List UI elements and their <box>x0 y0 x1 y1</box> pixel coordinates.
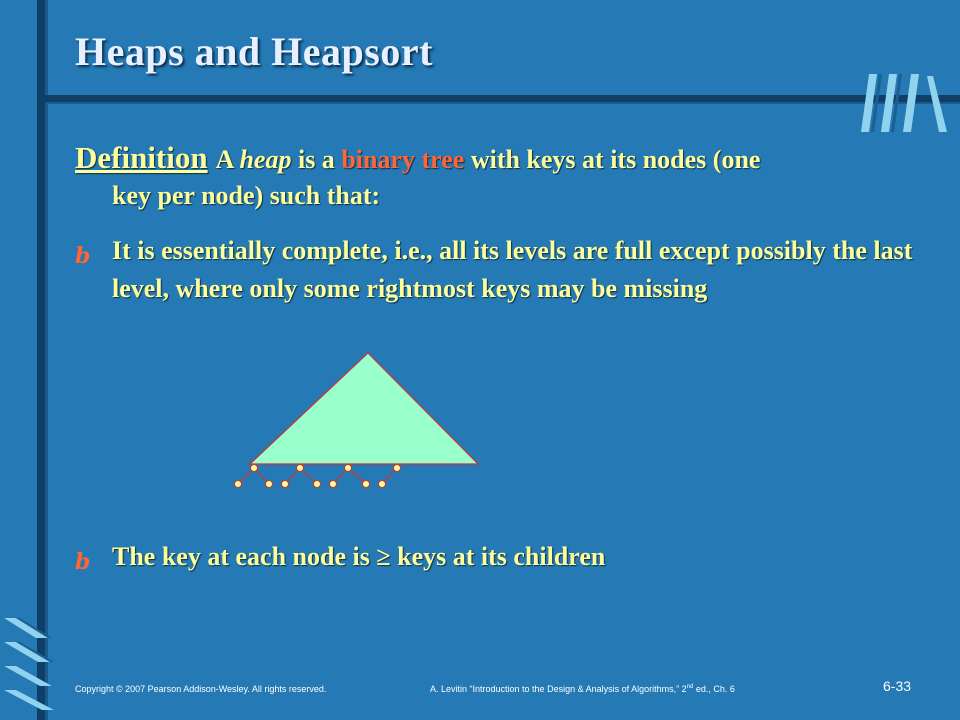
definition-rest: with keys at its nodes (one <box>464 145 761 174</box>
tree-node <box>251 465 258 472</box>
definition-term: Definition <box>75 140 208 175</box>
bullet-heap-property <box>75 538 935 576</box>
tree-node <box>266 481 273 488</box>
left-frame-bar-shadow <box>45 0 48 720</box>
title-underline-bar-shadow <box>45 102 960 104</box>
tree-node <box>330 481 337 488</box>
page-number: 6-33 <box>883 678 912 694</box>
tree-node <box>282 481 289 488</box>
complete-levels-triangle <box>250 353 478 464</box>
tree-node <box>297 465 304 472</box>
book-citation-sup: nd <box>686 684 694 690</box>
heap-shape-diagram <box>225 345 495 495</box>
book-citation-suffix: ed., Ch. 6 <box>693 684 735 694</box>
left-frame-bar <box>37 0 45 720</box>
tree-node <box>394 465 401 472</box>
book-citation-prefix: A. Levitin “Introduction to the Design & Analysis of Algorithms,” 2 <box>430 684 687 694</box>
title-underline-bar <box>37 95 960 102</box>
binary-tree-term: binary tree <box>341 145 465 174</box>
definition-lead: A <box>215 145 240 174</box>
tree-node <box>379 481 386 488</box>
bullet-complete <box>75 232 935 308</box>
bullet-text: It is essentially complete, i.e., all its levels are full except possibly the last level, where only some rightmost keys may be missing <box>112 236 913 303</box>
bullet-text: The key at each node is ≥ keys at its children <box>112 542 606 571</box>
definition-line <box>75 140 945 178</box>
book-citation <box>430 684 735 694</box>
tree-node <box>235 481 242 488</box>
tree-node <box>314 481 321 488</box>
bullet-marker: b <box>75 243 91 269</box>
tree-node <box>345 465 352 472</box>
copyright-notice: Copyright © 2007 Pearson Addison-Wesley. All rights reserved. <box>75 684 327 694</box>
tree-node <box>363 481 370 488</box>
bullet-marker: b <box>75 549 91 575</box>
heap-word: heap <box>239 145 292 174</box>
definition-mid: is a <box>291 145 342 174</box>
definition-continuation: key per node) such that: <box>112 181 381 210</box>
slide-title: Heaps and Heapsort <box>75 29 433 74</box>
decorative-stripes-bottom-left <box>0 618 70 720</box>
decorative-stripes-top-right <box>855 72 955 134</box>
definition-block <box>75 140 945 214</box>
